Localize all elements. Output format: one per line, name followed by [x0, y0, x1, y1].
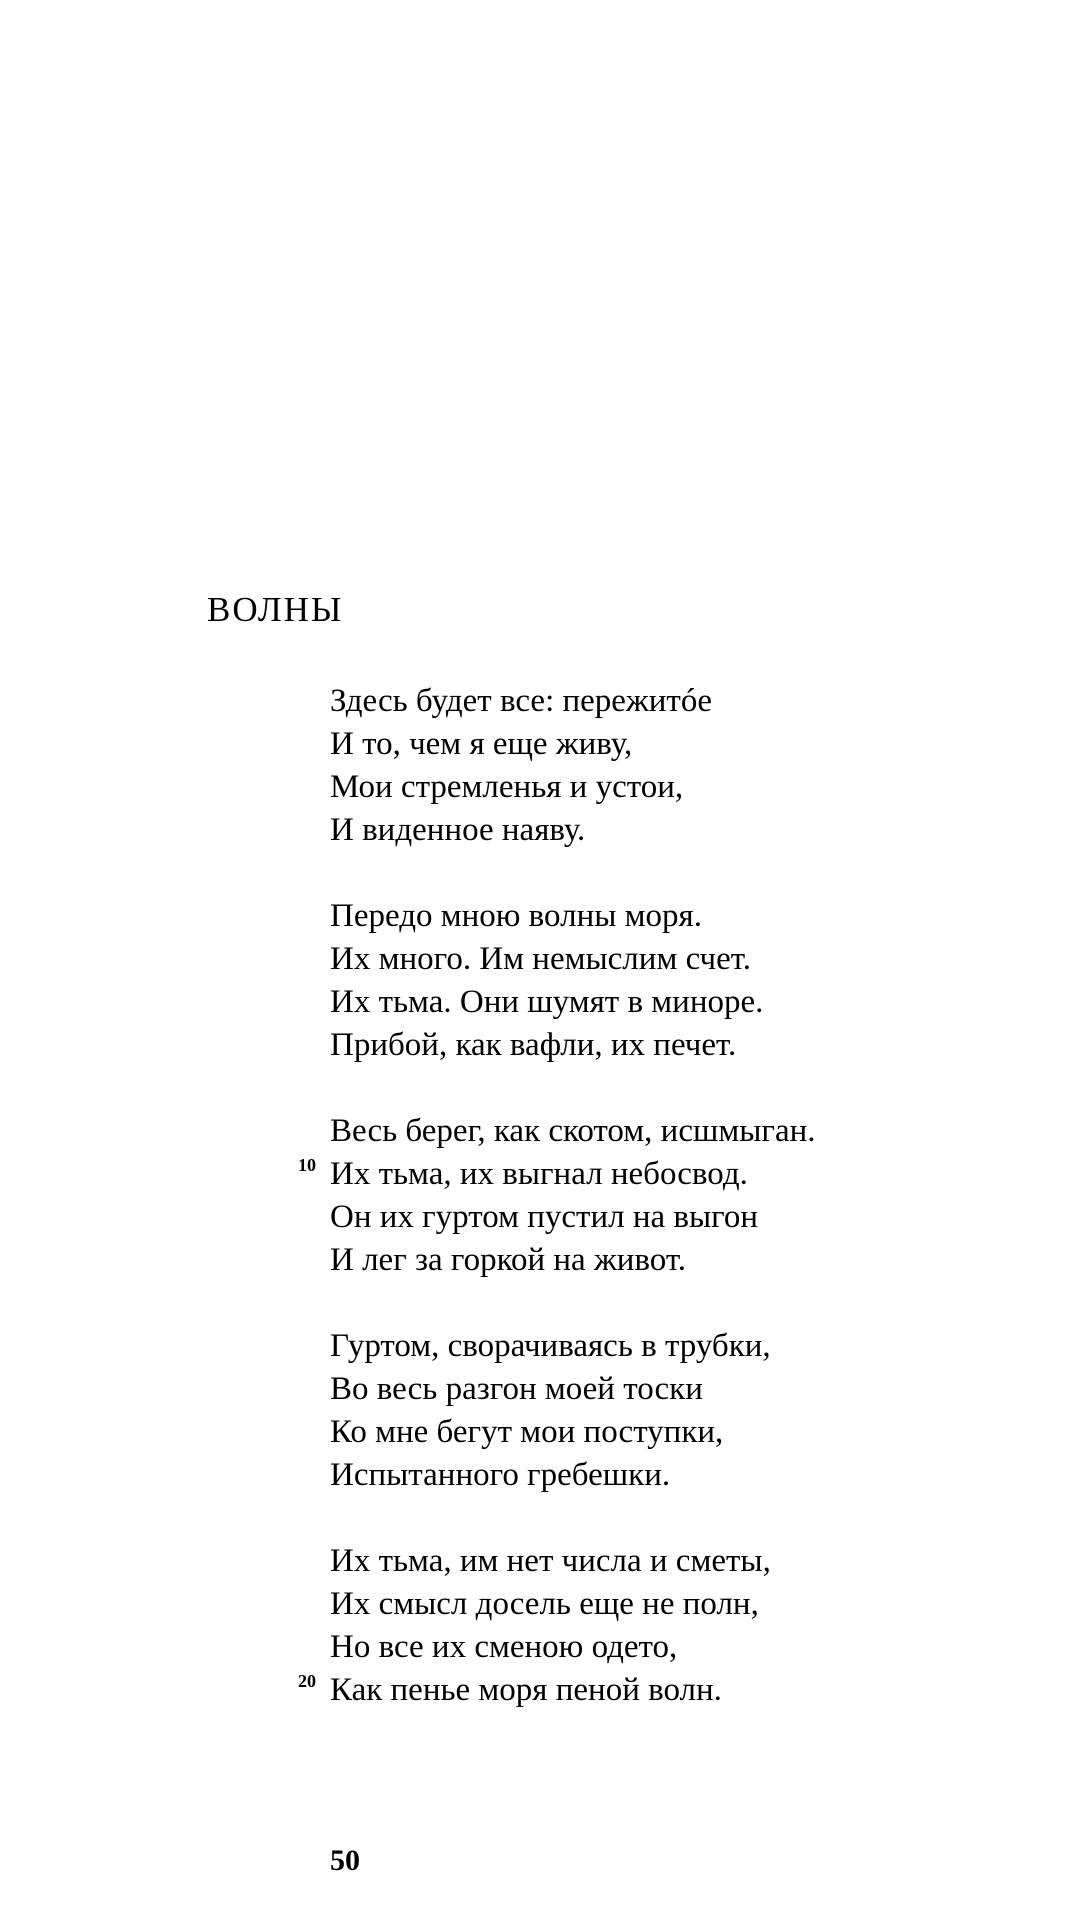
stanza: [330, 895, 1030, 1067]
poem-line: [330, 1110, 1030, 1153]
line-text: Их много. Им немыслим счет.: [330, 941, 751, 977]
poem-line: [330, 1411, 1030, 1454]
poem-line: [330, 1325, 1030, 1368]
line-text: Их смысл досель еще не полн,: [330, 1586, 759, 1622]
line-text: Но все их сменою одето,: [330, 1629, 678, 1665]
poem-line: [330, 1540, 1030, 1583]
stanza: [298, 1540, 1030, 1712]
line-text: Здесь будет все: пережитóе: [330, 683, 712, 719]
stanza: [298, 1110, 1030, 1282]
poem-line: [330, 1239, 1030, 1282]
poem-title: ВОЛНЫ: [207, 590, 344, 629]
line-text: Передо мною волны моря.: [330, 898, 702, 934]
line-text: И то, чем я еще живу,: [330, 726, 633, 762]
line-text: Как пенье моря пеной волн.: [330, 1672, 722, 1708]
poem-body: [298, 680, 1030, 1755]
line-text: Гуртом, сворачиваясь в трубки,: [330, 1328, 771, 1364]
poem-line: [330, 981, 1030, 1024]
line-text: Ко мне бегут мои поступки,: [330, 1414, 724, 1450]
stanza: [330, 1325, 1030, 1497]
poem-line: [298, 1669, 1030, 1712]
poem-line: [330, 1454, 1030, 1497]
line-text: Их тьма, им нет числа и сметы,: [330, 1543, 771, 1579]
poem-line: [330, 680, 1030, 723]
poem-line: [330, 1626, 1030, 1669]
poem-line: [330, 723, 1030, 766]
poem-line: [330, 1196, 1030, 1239]
line-text: Весь берег, как скотом, исшмыган.: [330, 1113, 816, 1149]
poem-line: [330, 938, 1030, 981]
line-text: Испытанного гребешки.: [330, 1457, 671, 1493]
line-text: И лег за горкой на живот.: [330, 1242, 687, 1278]
poem-line: [330, 766, 1030, 809]
line-text: Мои стремленья и устои,: [330, 769, 684, 805]
line-text: Их тьма. Они шумят в миноре.: [330, 984, 764, 1020]
line-number: 20: [298, 1671, 316, 1691]
line-number: 10: [298, 1155, 316, 1175]
line-text: Их тьма, их выгнал небосвод.: [330, 1156, 748, 1192]
line-text: Во весь разгон моей тоски: [330, 1371, 703, 1407]
line-text: Прибой, как вафли, их печет.: [330, 1027, 737, 1063]
poem-line: [330, 895, 1030, 938]
poem-line: [298, 1153, 1030, 1196]
line-text: И виденное наяву.: [330, 812, 586, 848]
stanza: [330, 680, 1030, 852]
poem-line: [330, 1583, 1030, 1626]
line-text: Он их гуртом пустил на выгон: [330, 1199, 759, 1235]
poem-line: [330, 1368, 1030, 1411]
poem-line: [330, 1024, 1030, 1067]
poem-line: [330, 809, 1030, 852]
page-number: 50: [330, 1844, 360, 1877]
